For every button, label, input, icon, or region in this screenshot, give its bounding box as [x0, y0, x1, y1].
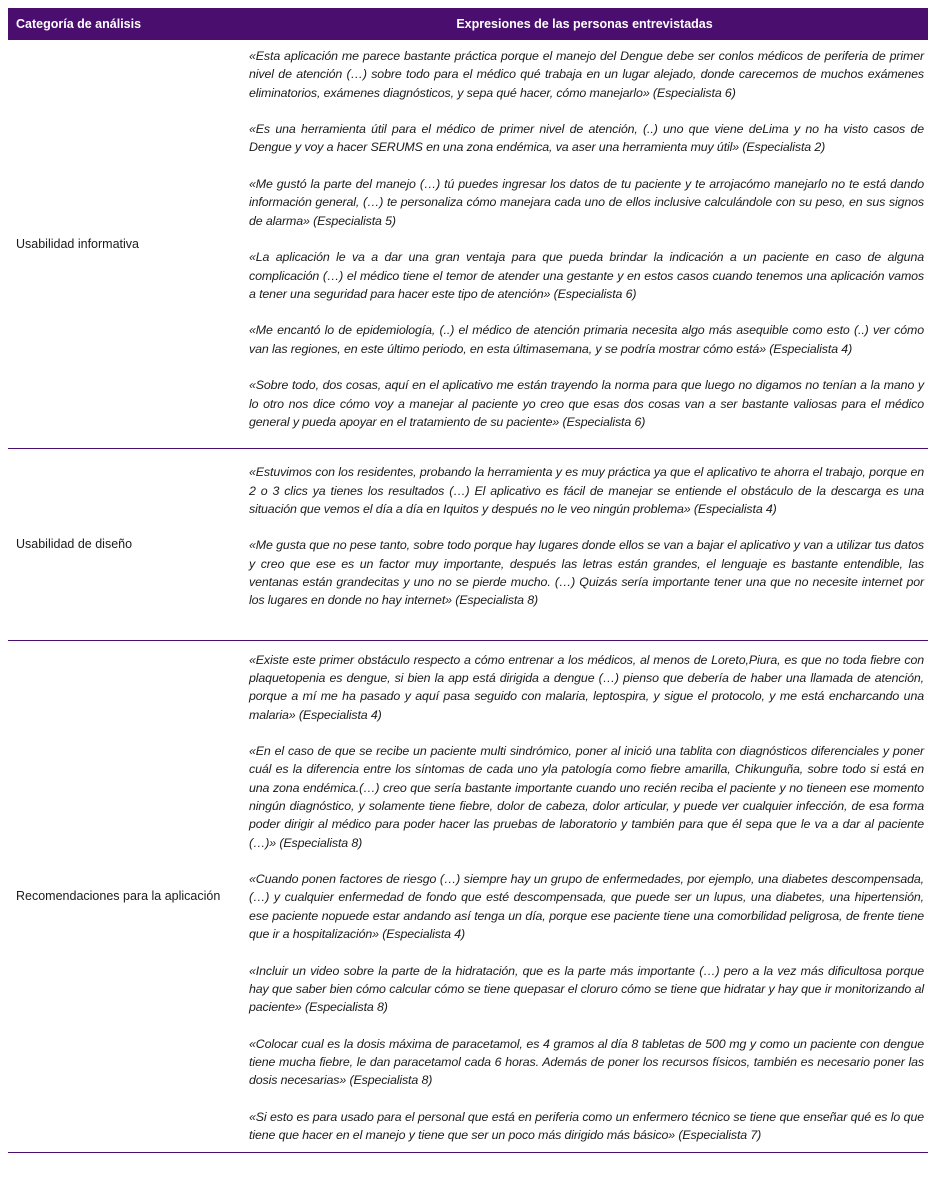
table-header-row [8, 8, 928, 40]
quote: «Esta aplicación me parece bastante práctica porque el manejo del Dengue debe ser conlos médicos de periferia de primer nivel de atención (…) sobre todo para el médico qué trabaja en un lugar alejado, donde carecemos de muchos exámenes eliminatorios, exámenes diagnósticos, y sepa qué hacer, cómo manejarlo» (Especialista 6) [249, 49, 924, 100]
table-row [8, 449, 928, 640]
quote: «Cuando ponen factores de riesgo (…) siempre hay un grupo de enfermedades, por ejemplo, una diabetes descompensada, (…) y cualquier enfermedad de fondo que esté descompensada, que puede ser un lupus, una diabetes, una hipertensión, ese paciente nopuede estar andando así tenga un día, porque ese paciente tiene una comorbilidad peligrosa, de frente tiene que ir a hospitalización» (Especialista 4) [249, 872, 924, 942]
quote: «Si esto es para usado para el personal que está en periferia como un enfermero técnico se tiene que enseñar qué es lo que tiene que hacer en el manejo y tiene que ser un poco más dirigido más básico» (Especialista 7) [249, 1110, 924, 1143]
quotes-cell [241, 640, 928, 1152]
quote: «Me gusta que no pese tanto, sobre todo porque hay lugares donde ellos se van a bajar el aplicativo y van a utilizar tus datos y creo que ese es un factor muy importante, después las letras están grandes, el lenguaje es bastante entendible, las ventanas están grandecitas y uno no se pierde mucho. (…) Quizás sería importante tener una que no necesite internet por los lugares en donde no hay internet» (Especialista 8) [249, 538, 924, 608]
analysis-table [8, 8, 928, 1153]
quotes-cell [241, 40, 928, 449]
quote: «Sobre todo, dos cosas, aquí en el aplicativo me están trayendo la norma para que luego no digamos no tenían a la mano y lo otro nos dice cómo voy a manejar al paciente yo creo que esas dos cosas van a ser bastante valiosas para el médico general y pueda apoyar en el tratamiento de su paciente» (Especialista 6) [249, 378, 924, 429]
analysis-table-page [8, 8, 928, 1153]
quotes-cell [241, 449, 928, 640]
quote: «La aplicación le va a dar una gran ventaja para que pueda brindar la indicación a un paciente en caso de alguna complicación (…) el médico tiene el temor de atender una gestante y en estos casos cuando tenemos una aplicación vamos a tener una seguridad para hacer este tipo de atención» (Especialista 6) [249, 250, 924, 301]
quote: «Me gustó la parte del manejo (…) tú puedes ingresar los datos de tu paciente y te arrojacómo manejarlo no te está dando información general, (…) te personaliza cómo manejara cada uno de ellos inclusive calculándole con su peso, en sus signos de alarma» (Especialista 5) [249, 177, 924, 228]
quote: «Me encantó lo de epidemiología, (..) el médico de atención primaria necesita algo más asequible como esto (..) ver cómo van las regiones, en este último periodo, en esta últimasemana, y se podría mostrar cómo está» (Especialista 4) [249, 323, 924, 356]
quote: «Estuvimos con los residentes, probando la herramienta y es muy práctica ya que el aplicativo te ahorra el trabajo, porque en 2 o 3 clics ya tienes los resultados (…) El aplicativo es fácil de manejar se entiende el obstáculo de la descarga es una situación que vemos el día a día en Iquitos y después no le veo ningún problema» (Especialista 4) [249, 465, 924, 516]
quote: «En el caso de que se recibe un paciente multi sindrómico, poner al inició una tablita con diagnósticos diferenciales y poner cuál es la diferencia entre los síntomas de cada uno yla patología como fiebre amarilla, Chikunguña, sobre todo si está en una zona endémica.(…) creo que sería bastante importante cuando uno recién reciba el paciente y no tieneen ese momento ningún diagnóstico, y solamente tiene fiebre, dolor de cabeza, dolor articular, y puede ver cualquier infección, de esa forma poder dirigir al médico para poder hacer las pruebas de laboratorio y también para que él sepa que le va a dar al paciente (…)» (Especialista 8) [249, 744, 924, 850]
table-row [8, 40, 928, 449]
quote: «Es una herramienta útil para el médico de primer nivel de atención, (..) uno que viene deLima y no ha visto casos de Dengue y voy a hacer SERUMS en una zona endémica, va aser una herramienta muy útil» (Especialista 2) [249, 122, 924, 155]
category-cell: Recomendaciones para la aplicación [8, 640, 241, 1152]
quote: «Existe este primer obstáculo respecto a cómo entrenar a los médicos, al menos de Loreto,Piura, es que no toda fiebre con plaquetopenia es dengue, si bien la app está dirigida a dengue (…) pienso que debería de haber una llamada de atención, porque a mí me ha pasado y aquí pasa seguido con malaria, leptospira, y sigue el protocolo, y me está encharcando una malaria» (Especialista 4) [249, 652, 924, 722]
header-expressions: Expresiones de las personas entrevistadas [241, 8, 928, 40]
category-cell: Usabilidad de diseño [8, 449, 241, 640]
quote: «Colocar cual es la dosis máxima de paracetamol, es 4 gramos al día 8 tabletas de 500 mg y como un paciente con dengue tiene mucha fiebre, le dan paracetamol cada 6 horas. Además de poner los recursos físicos, también es necesario poner las dosis necesarias» (Especialista 8) [249, 1036, 924, 1088]
category-cell: Usabilidad informativa [8, 40, 241, 449]
header-category: Categoría de análisis [8, 8, 241, 40]
table-row [8, 640, 928, 1152]
quote: «Incluir un video sobre la parte de la hidratación, que es la parte más importante (…) pero a la vez más dificultosa porque hay que saber bien cómo calcular cómo se tiene quepasar el cloruro cómo se tiene que hidratar y hay que ir monitorizando al paciente» (Especialista 8) [249, 963, 924, 1015]
